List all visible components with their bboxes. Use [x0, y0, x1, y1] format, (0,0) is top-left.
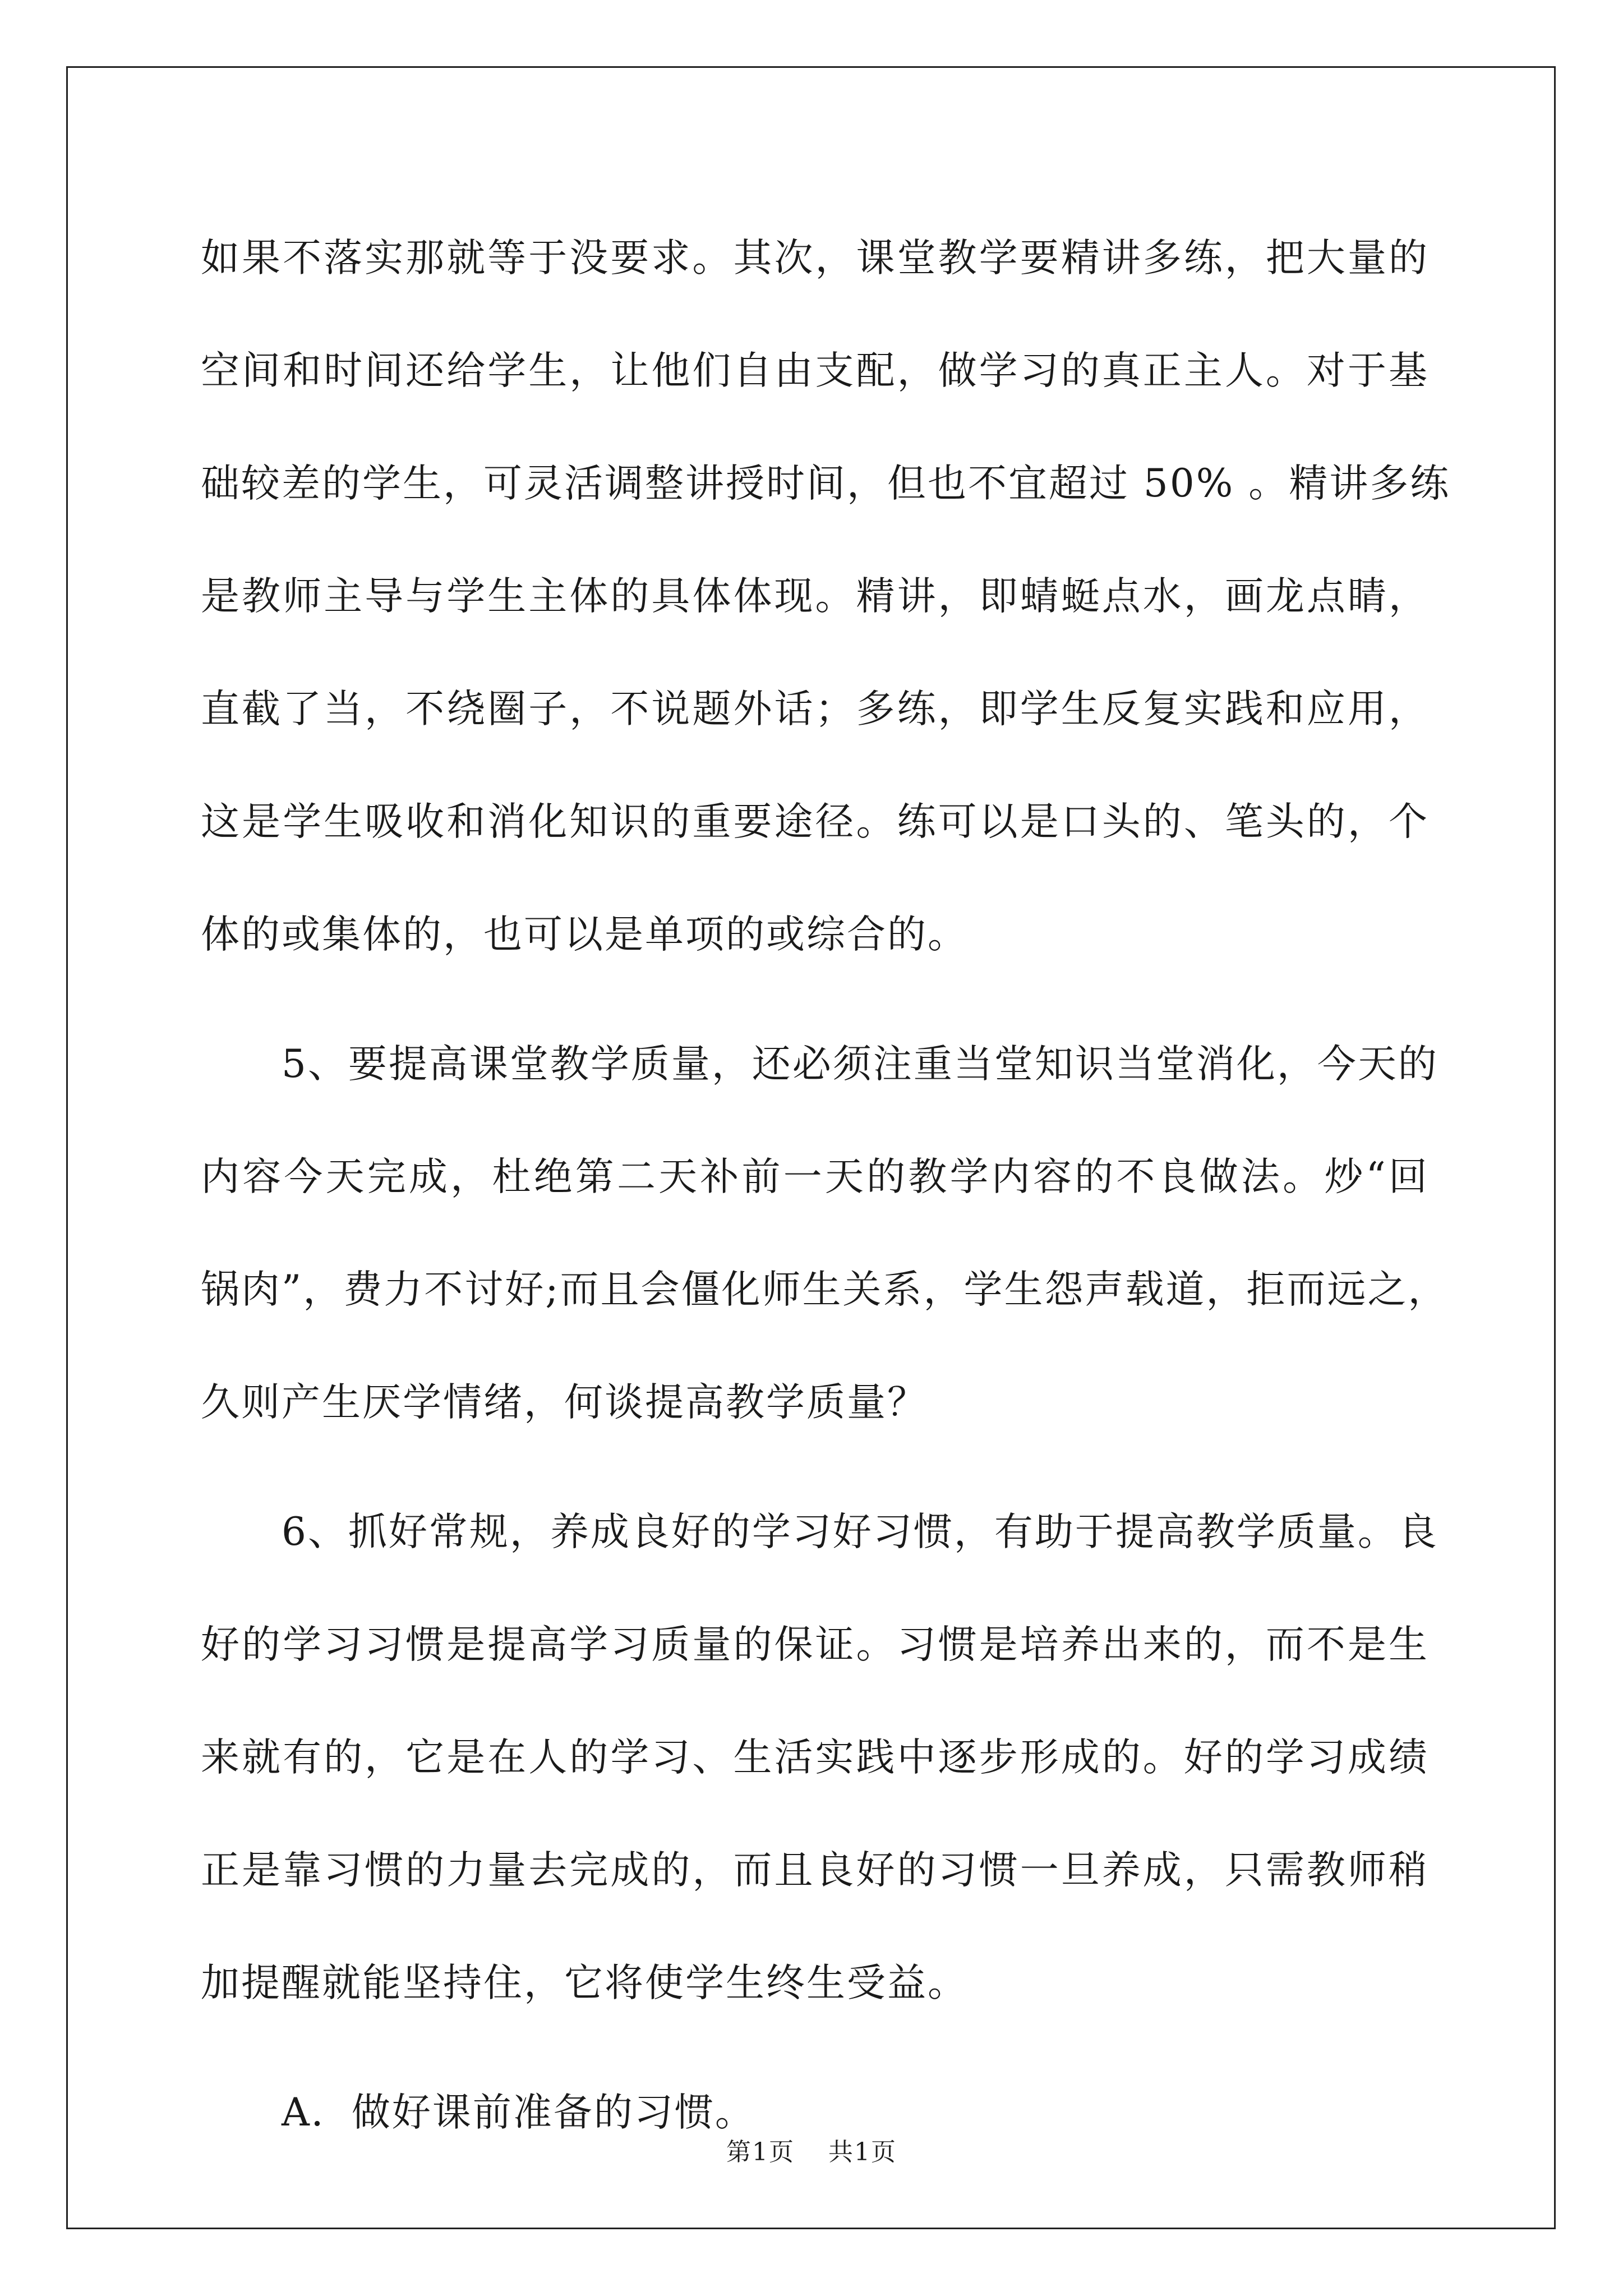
- page-number: 第1页: [726, 2138, 795, 2166]
- document-body: [201, 202, 1451, 2169]
- text-line: 础较差的学生，可灵活调整讲授时间，但也不宜超过 50% 。精讲多练: [201, 461, 1451, 506]
- paragraph: [201, 202, 1451, 991]
- text-line: 内容今天完成，杜绝第二天补前一天的教学内容的不良做法。炒“回: [201, 1154, 1429, 1199]
- paragraph: [201, 1008, 1449, 1459]
- text-line: 5、要提高课堂教学质量，还必须注重当堂知识当堂消化，今天的: [201, 1042, 1438, 1087]
- text-line: 加提醒就能坚持住，它将使学生终生受益。: [201, 1961, 968, 2005]
- text-line: 空间和时间还给学生，让他们自由支配，做学习的真正主人。对于基: [201, 348, 1429, 393]
- text-line: 久则产生厌学情绪，何谈提高教学质量？: [201, 1380, 928, 1425]
- page-footer: [0, 2132, 1623, 2168]
- text-line: 体的或集体的，也可以是单项的或综合的。: [201, 912, 968, 957]
- text-line: 如果不落实那就等于没要求。其次，课堂教学要精讲多练，把大量的: [201, 236, 1429, 280]
- text-line: 直截了当，不绕圈子，不说题外话；多练，即学生反复实践和应用，: [201, 687, 1429, 731]
- text-line: 6、抓好常规，养成良好的学习好习惯，有助于提高教学质量。良: [201, 1510, 1438, 1554]
- total-pages: 共1页: [828, 2138, 897, 2166]
- text-line: 来就有的，它是在人的学习、生活实践中逐步形成的。好的学习成绩: [201, 1735, 1429, 1780]
- text-line: 好的学习习惯是提高学习质量的保证。习惯是培养出来的，而不是生: [201, 1622, 1429, 1667]
- text-line: 是教师主导与学生主体的具体体现。精讲，即蜻蜓点水，画龙点睛，: [201, 574, 1429, 619]
- text-line: A．做好课前准备的习惯。: [201, 2090, 755, 2135]
- text-line: 正是靠习惯的力量去完成的，而且良好的习惯一旦养成，只需教师稍: [201, 1848, 1429, 1893]
- paragraph: [201, 1476, 1438, 2040]
- text-line: 这是学生吸收和消化知识的重要途径。练可以是口头的、笔头的，个: [201, 799, 1429, 844]
- text-line: 锅肉”，费力不讨好;而且会僵化师生关系，学生怨声载道，拒而远之，: [201, 1267, 1449, 1312]
